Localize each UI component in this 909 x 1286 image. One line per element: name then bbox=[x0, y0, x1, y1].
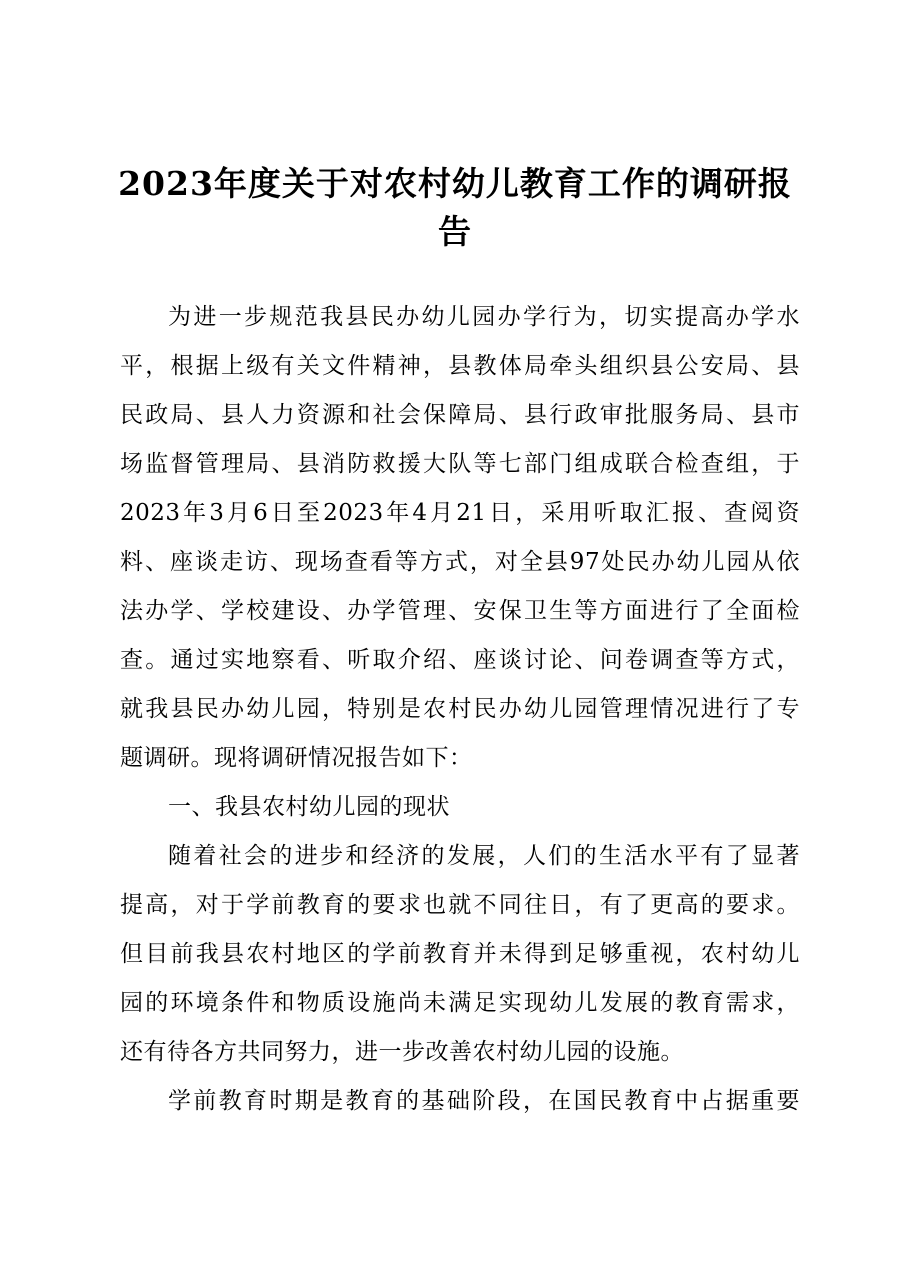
paragraph-1-line-9: 就我县民办幼儿园，特别是农村民办幼儿园管理情况进行了专 bbox=[120, 696, 800, 722]
paragraph-1-line-6: 料、座谈走访、现场查看等方式，对全县97处民办幼儿园从依 bbox=[120, 549, 800, 575]
paragraph-2-line-5: 还有待各方共同努力，进一步改善农村幼儿园的设施。 bbox=[120, 1039, 684, 1065]
paragraph-2-line-4: 园的环境条件和物质设施尚未满足实现幼儿发展的教育需求， bbox=[120, 990, 800, 1016]
title-line-1: 2023年度关于对农村幼儿教育工作的调研报 bbox=[118, 164, 792, 203]
paragraph-1-line-4: 场监督管理局、县消防救援大队等七部门组成联合检查组，于 bbox=[120, 451, 800, 477]
title-line-2: 告 bbox=[438, 212, 472, 251]
paragraph-1-line-5: 2023年3月6日至2023年4月21日，采用听取汇报、查阅资 bbox=[120, 500, 800, 526]
paragraph-1-line-2: 平，根据上级有关文件精神，县教体局牵头组织县公安局、县 bbox=[120, 353, 800, 379]
document-body bbox=[120, 293, 800, 1126]
paragraph-1-line-10: 题调研。现将调研情况报告如下： bbox=[120, 745, 473, 771]
paragraph-1-line-8: 查。通过实地察看、听取介绍、座谈讨论、问卷调查等方式， bbox=[120, 647, 800, 673]
paragraph-3-line-1: 学前教育时期是教育的基础阶段，在国民教育中占据重要 bbox=[168, 1088, 800, 1114]
paragraph-1-line-1: 为进一步规范我县民办幼儿园办学行为，切实提高办学水 bbox=[168, 304, 800, 330]
paragraph-2-line-1: 随着社会的进步和经济的发展，人们的生活水平有了显著 bbox=[168, 843, 800, 869]
document-title bbox=[110, 160, 800, 256]
paragraph-1-line-3: 民政局、县人力资源和社会保障局、县行政审批服务局、县市 bbox=[120, 402, 800, 428]
section-heading-1: 一、我县农村幼儿园的现状 bbox=[168, 794, 450, 820]
paragraph-1-line-7: 法办学、学校建设、办学管理、安保卫生等方面进行了全面检 bbox=[120, 598, 800, 624]
paragraph-2-line-2: 提高，对于学前教育的要求也就不同往日，有了更高的要求。 bbox=[120, 892, 800, 918]
paragraph-2-line-3: 但目前我县农村地区的学前教育并未得到足够重视，农村幼儿 bbox=[120, 941, 800, 967]
